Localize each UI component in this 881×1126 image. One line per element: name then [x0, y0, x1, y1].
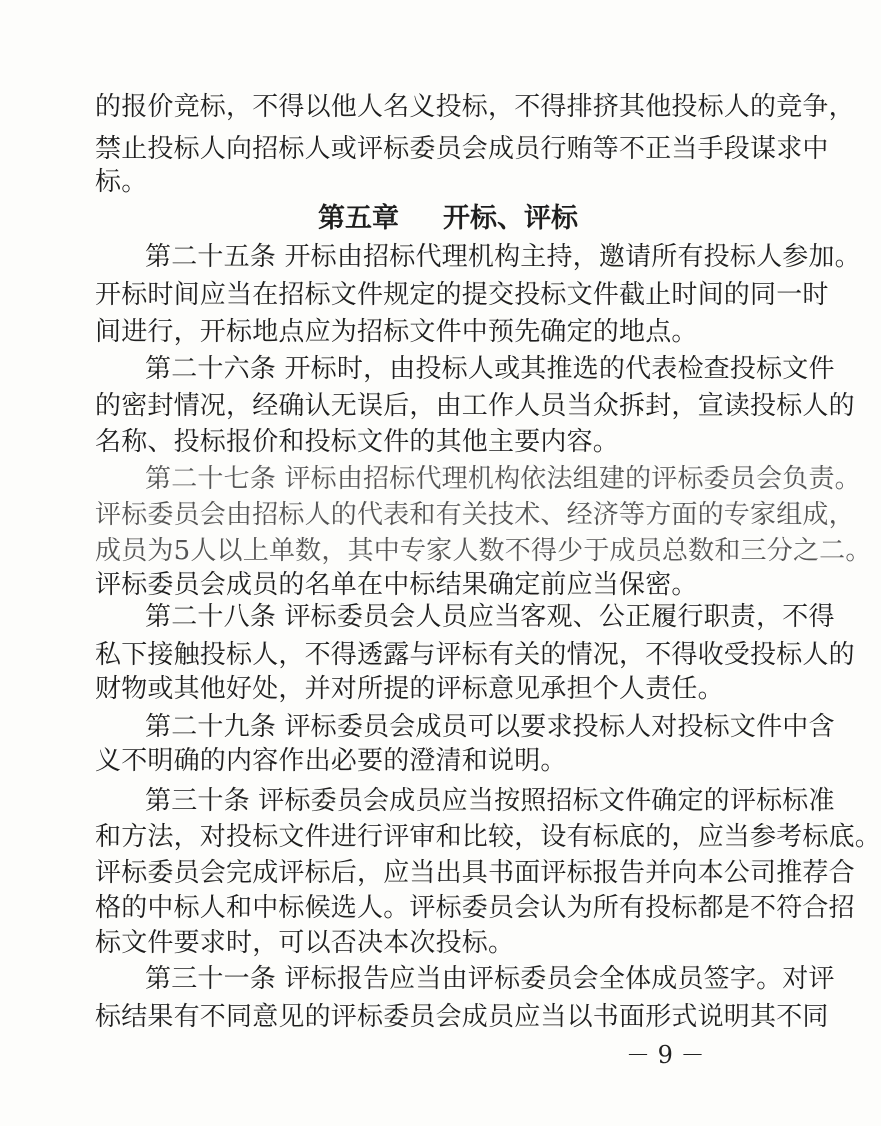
article-25: 第二十五条 开标由招标代理机构主持，邀请所有投标人参加。	[145, 242, 861, 272]
text-line: 的报价竞标，不得以他人名义投标，不得排挤其他投标人的竞争，	[95, 92, 855, 122]
text-line: 评标委员会由招标人的代表和有关技术、经济等方面的专家组成，	[95, 500, 855, 530]
article-31: 第三十一条 评标报告应当由评标委员会全体成员签字。对评	[145, 964, 835, 994]
article-28: 第二十八条 评标委员会人员应当客观、公正履行职责，不得	[145, 602, 835, 632]
text-line: 开标时间应当在招标文件规定的提交投标文件截止时间的同一时	[95, 280, 829, 310]
text-line: 成员为5人以上单数，其中专家人数不得少于成员总数和三分之二。	[95, 536, 872, 566]
article-29: 第二十九条 评标委员会成员可以要求投标人对投标文件中含	[145, 712, 835, 742]
text-line: 的密封情况，经确认无误后，由工作人员当众拆封，宣读投标人的	[95, 391, 855, 421]
text-line: 禁止投标人向招标人或评标委员会成员行贿等不正当手段谋求中	[95, 134, 829, 164]
article-26: 第二十六条 开标时，由投标人或其推选的代表检查投标文件	[145, 354, 835, 384]
text-line: 私下接触投标人，不得透露与评标有关的情况，不得收受投标人的	[95, 640, 855, 670]
text-line: 格的中标人和中标候选人。评标委员会认为所有投标都是不符合招	[95, 893, 855, 923]
text-line: 和方法，对投标文件进行评审和比较，设有标底的，应当参考标底。	[95, 822, 881, 852]
text-line: 评标委员会完成评标后，应当出具书面评标报告并向本公司推荐合	[95, 858, 855, 888]
text-line: 评标委员会成员的名单在中标结果确定前应当保密。	[95, 570, 698, 600]
chapter-number: 第五章	[318, 203, 399, 234]
chapter-title: 开标、评标	[443, 203, 578, 234]
text-line: 标。	[95, 167, 148, 197]
text-line: 名称、投标报价和投标文件的其他主要内容。	[95, 427, 620, 457]
text-line: 标文件要求时，可以否决本次投标。	[95, 928, 515, 958]
article-30: 第三十条 评标委员会成员应当按照招标文件确定的评标标准	[145, 786, 835, 816]
text-line: 义不明确的内容作出必要的澄清和说明。	[95, 746, 567, 776]
text-line: 标结果有不同意见的评标委员会成员应当以书面形式说明其不同	[95, 1002, 829, 1032]
article-27: 第二十七条 评标由招标代理机构依法组建的评标委员会负责。	[145, 464, 861, 494]
page-number: － 9 －	[626, 1041, 705, 1069]
text-line: 间进行，开标地点应为招标文件中预先确定的地点。	[95, 317, 698, 347]
text-line: 财物或其他好处，并对所提的评标意见承担个人责任。	[95, 674, 724, 704]
chapter-heading	[318, 204, 578, 234]
